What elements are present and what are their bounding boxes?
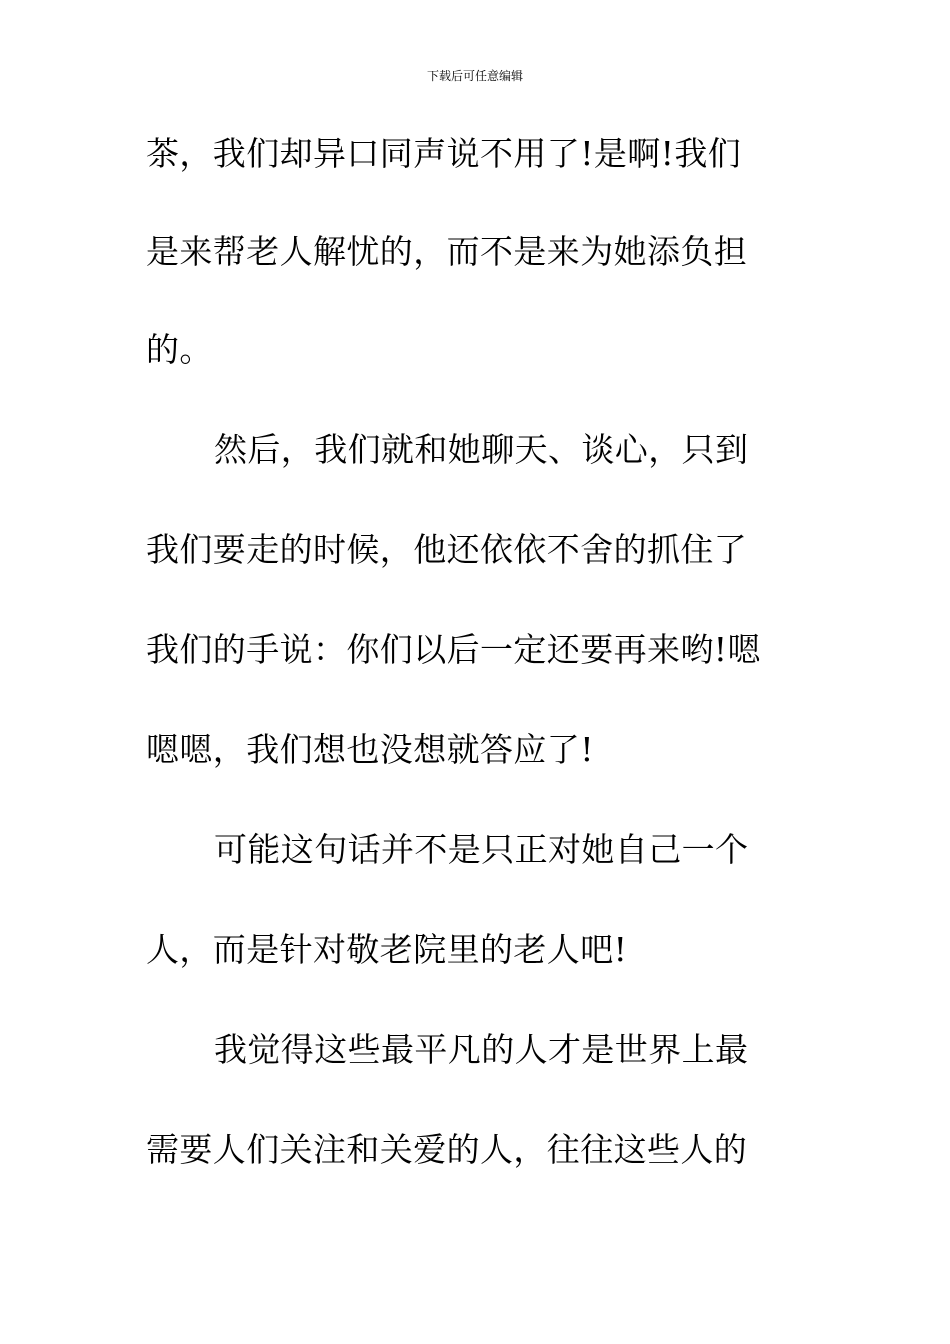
text-line-10: 我觉得这些最平凡的人才是世界上最 — [214, 1030, 749, 1069]
text-line-6: 我们的手说：你们以后一定还要再来哟!嗯 — [146, 630, 761, 669]
text-line-1: 茶，我们却异口同声说不用了!是啊!我们 — [146, 134, 742, 173]
page-header: 下载后可任意编辑 — [426, 69, 523, 83]
text-line-7: 嗯嗯，我们想也没想就答应了! — [146, 730, 594, 769]
text-line-8: 可能这句话并不是只正对她自己一个 — [214, 830, 749, 869]
text-line-5: 我们要走的时候，他还依依不舍的抓住了 — [146, 530, 748, 569]
text-line-3: 的。 — [146, 330, 213, 369]
text-line-2: 是来帮老人解忧的，而不是来为她添负担 — [146, 232, 748, 271]
text-line-9: 人，而是针对敬老院里的老人吧! — [146, 930, 628, 969]
text-line-4: 然后，我们就和她聊天、谈心，只到 — [214, 430, 749, 469]
text-line-11: 需要人们关注和关爱的人，往往这些人的 — [146, 1130, 748, 1169]
